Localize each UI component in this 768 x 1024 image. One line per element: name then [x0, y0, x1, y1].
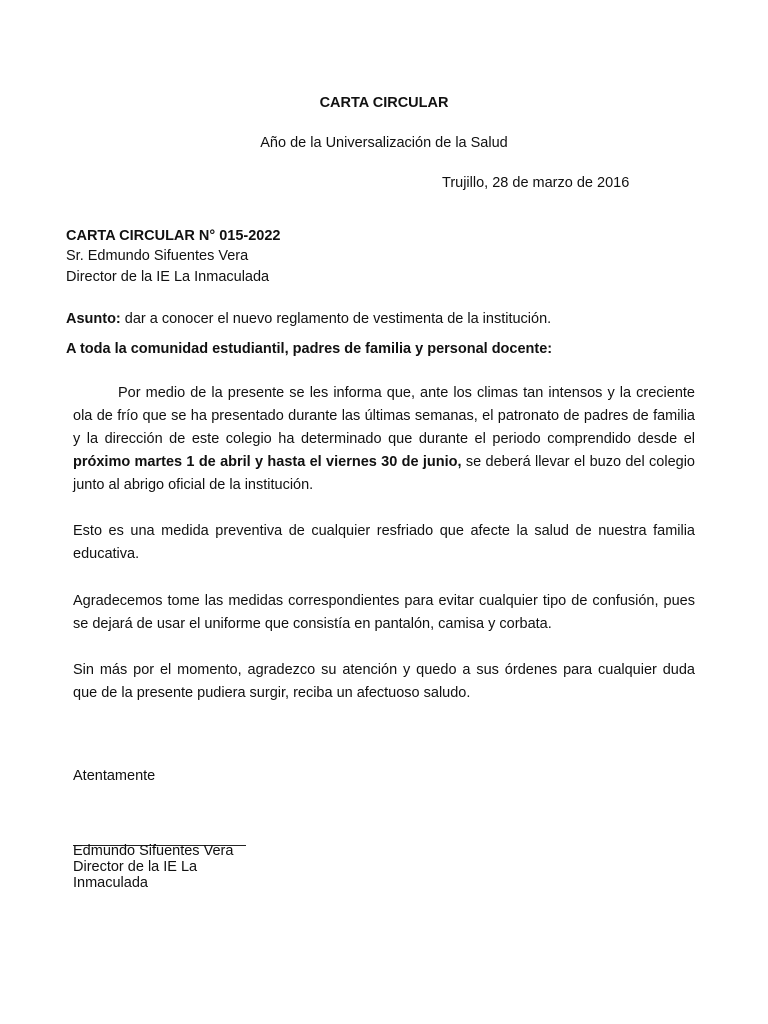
subject-line	[66, 311, 551, 327]
signature-role-line-2: Inmaculada	[73, 875, 148, 891]
signature-block	[73, 843, 233, 891]
reference-number: CARTA CIRCULAR N° 015-2022	[66, 228, 281, 244]
body-paragraph-2: Esto es una medida preventiva de cualquier resfriado que afecte la salud de nuestra familia educativa.	[73, 523, 695, 562]
salutation: A toda la comunidad estudiantil, padres de familia y personal docente:	[66, 341, 553, 357]
paragraph-1-text-a: Por medio de la presente se les informa que, ante los climas tan intensos y la creciente ola de frío que se ha presentado durante las últimas semanas, el patronato de padres de familia y la dirección de este colegio ha determinado que durante el periodo comprendido desde el	[73, 385, 695, 447]
year-motto: Año de la Universalización de la Salud	[260, 135, 508, 151]
body-paragraph-1	[73, 382, 695, 497]
subject-label: Asunto:	[66, 311, 121, 327]
body-paragraph-4: Sin más por el momento, agradezco su atención y quedo a sus órdenes para cualquier duda que de la presente pudiera surgir, reciba un afectuoso saludo.	[73, 662, 695, 701]
letter-title: CARTA CIRCULAR	[319, 95, 449, 111]
signature-name: Edmundo Sifuentes Vera	[73, 843, 234, 859]
recipient-name: Sr. Edmundo Sifuentes Vera	[66, 248, 249, 264]
closing: Atentamente	[73, 768, 156, 784]
paragraph-1-bold-dates: próximo martes 1 de abril y hasta el viernes 30 de junio,	[73, 454, 462, 470]
subject-text: dar a conocer el nuevo reglamento de vestimenta de la institución.	[120, 311, 552, 327]
paragraph-1-text-b: se deberá llevar el buzo del colegio junto al abrigo oficial de la institución.	[73, 454, 695, 493]
signature-role-line-1: Director de la IE La	[73, 859, 198, 875]
place-date: Trujillo, 28 de marzo de 2016	[442, 175, 630, 191]
body-paragraph-3: Agradecemos tome las medidas correspondientes para evitar cualquier tipo de confusión, pues se dejará de usar el uniforme que consistía en pantalón, camisa y corbata.	[73, 593, 695, 632]
recipient-role: Director de la IE La Inmaculada	[66, 269, 270, 285]
